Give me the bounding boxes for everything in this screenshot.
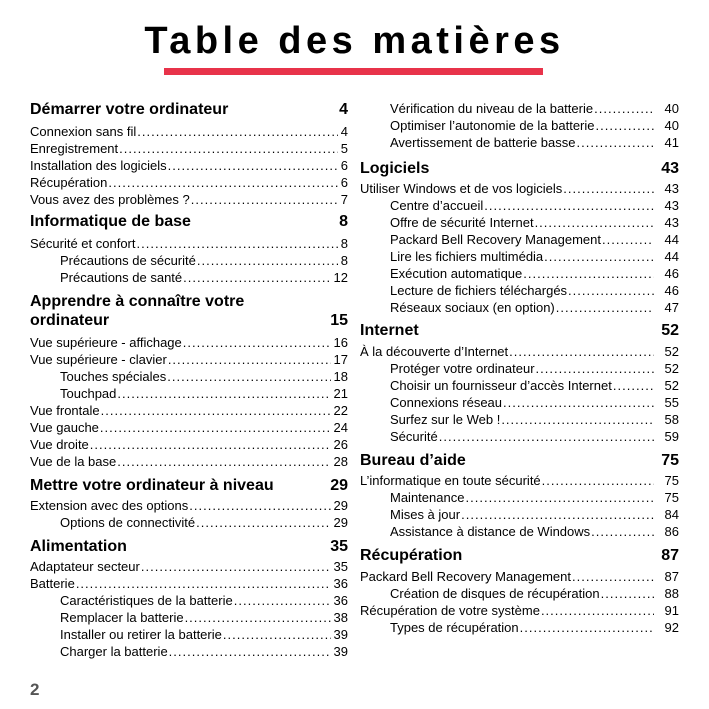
toc-entry-label: L’informatique en toute sécurité xyxy=(360,473,541,488)
toc-entry-label: Lire les fichiers multimédia xyxy=(390,249,544,264)
toc-entry[interactable] xyxy=(390,248,679,265)
toc-entry-page-number: 12 xyxy=(333,270,348,285)
toc-entry[interactable] xyxy=(390,506,679,523)
section-title: Alimentation xyxy=(30,538,127,555)
toc-entry-page-number: 75 xyxy=(664,473,679,488)
toc-entry[interactable] xyxy=(30,174,348,191)
section-heading-alimentation[interactable] xyxy=(30,537,348,556)
toc-entry-page-number: 59 xyxy=(664,429,679,444)
dot-leader xyxy=(542,473,654,489)
dot-leader xyxy=(535,215,654,231)
toc-entry-label: Vue de la base xyxy=(30,454,117,469)
dot-leader xyxy=(191,192,338,208)
dot-leader xyxy=(141,559,331,575)
section-page-number: 52 xyxy=(661,322,679,339)
toc-entry[interactable] xyxy=(30,402,348,419)
dot-leader xyxy=(169,644,331,660)
section-page-number: 75 xyxy=(661,452,679,469)
toc-entry-page-number: 5 xyxy=(340,141,348,156)
toc-entry-page-number: 18 xyxy=(333,369,348,384)
toc-entry-page-number: 8 xyxy=(340,236,348,251)
toc-entry-page-number: 38 xyxy=(333,610,348,625)
toc-entry-label: Packard Bell Recovery Management xyxy=(360,569,571,584)
toc-entry-label: Packard Bell Recovery Management xyxy=(390,232,601,247)
toc-entry[interactable] xyxy=(390,265,679,282)
toc-entry-label: Utiliser Windows et de vos logiciels xyxy=(360,181,563,196)
section-page-number: 15 xyxy=(330,312,348,329)
toc-entry-page-number: 22 xyxy=(333,403,348,418)
toc-entry-page-number: 92 xyxy=(664,620,679,635)
toc-entry[interactable] xyxy=(60,592,348,609)
toc-entry-label: Connexion sans fil xyxy=(30,124,137,139)
toc-entry-label: Vue supérieure - clavier xyxy=(30,352,167,367)
toc-entry-label: Lecture de fichiers téléchargés xyxy=(390,283,568,298)
toc-entry[interactable] xyxy=(30,436,348,453)
toc-entry-label: Options de connectivité xyxy=(60,515,196,530)
toc-entry-page-number: 26 xyxy=(333,437,348,452)
toc-entry[interactable] xyxy=(390,619,679,636)
toc-entry-page-number: 16 xyxy=(333,335,348,350)
toc-entry[interactable] xyxy=(30,191,348,208)
toc-entry[interactable] xyxy=(360,343,679,360)
toc-entry-page-number: 39 xyxy=(333,644,348,659)
toc-entry-page-number: 6 xyxy=(340,158,348,173)
toc-entry-label: Maintenance xyxy=(390,490,465,505)
dot-leader xyxy=(168,352,331,368)
toc-entry-page-number: 91 xyxy=(664,603,679,618)
dot-leader xyxy=(596,118,655,134)
toc-entry-page-number: 84 xyxy=(664,507,679,522)
toc-entry-page-number: 46 xyxy=(664,283,679,298)
toc-entry[interactable] xyxy=(360,180,679,197)
toc-entry-page-number: 88 xyxy=(664,586,679,601)
dot-leader xyxy=(572,569,654,585)
toc-entry-label: Adaptateur secteur xyxy=(30,559,140,574)
dot-leader xyxy=(117,386,330,402)
dot-leader xyxy=(183,335,331,351)
dot-leader xyxy=(137,236,338,252)
section-heading-mettre-votre-ordinateur-a-niveau[interactable] xyxy=(30,476,348,495)
toc-entry-page-number: 44 xyxy=(664,232,679,247)
toc-entry-page-number: 86 xyxy=(664,524,679,539)
toc-entry-label: Enregistrement xyxy=(30,141,119,156)
dot-leader xyxy=(185,610,331,626)
dot-leader xyxy=(197,253,338,269)
toc-entry-page-number: 40 xyxy=(664,101,679,116)
toc-entry[interactable] xyxy=(30,575,348,592)
section-page-number: 87 xyxy=(661,547,679,564)
toc-entry[interactable] xyxy=(60,368,348,385)
toc-entry-label: Récupération xyxy=(30,175,108,190)
toc-entry-label: Installer ou retirer la batterie xyxy=(60,627,222,642)
toc-entry-label: Installation des logiciels xyxy=(30,158,167,173)
toc-entry-page-number: 46 xyxy=(664,266,679,281)
toc-entry-label: Vue gauche xyxy=(30,420,99,435)
toc-entry-label: Protéger votre ordinateur xyxy=(390,361,535,376)
section-heading-internet[interactable] xyxy=(360,321,679,340)
toc-entry-label: Exécution automatique xyxy=(390,266,523,281)
section-page-number: 29 xyxy=(330,477,348,494)
toc-entry[interactable] xyxy=(390,134,679,151)
dot-leader xyxy=(439,429,654,445)
dot-leader xyxy=(119,141,338,157)
toc-entry-label: Charger la batterie xyxy=(60,644,168,659)
toc-entry-page-number: 36 xyxy=(333,593,348,608)
dot-leader xyxy=(520,620,654,636)
section-title: Récupération xyxy=(360,547,463,564)
toc-entry[interactable] xyxy=(390,214,679,231)
toc-entry[interactable] xyxy=(360,602,679,619)
dot-leader xyxy=(183,270,330,286)
toc-entry[interactable] xyxy=(390,428,679,445)
dot-leader xyxy=(501,412,654,428)
toc-entry-page-number: 87 xyxy=(664,569,679,584)
dot-leader xyxy=(100,420,331,436)
toc-entry[interactable] xyxy=(30,497,348,514)
dot-leader xyxy=(536,361,654,377)
dot-leader xyxy=(167,369,330,385)
dot-leader xyxy=(556,300,654,316)
section-title: Mettre votre ordinateur à niveau xyxy=(30,477,274,494)
toc-entry-label: Vue droite xyxy=(30,437,89,452)
dot-leader xyxy=(196,515,330,531)
toc-entry[interactable] xyxy=(30,157,348,174)
section-page-number: 8 xyxy=(339,213,348,230)
toc-entry-label: Mises à jour xyxy=(390,507,461,522)
section-page-number: 43 xyxy=(661,160,679,177)
dot-leader xyxy=(601,586,654,602)
toc-entry[interactable] xyxy=(360,568,679,585)
toc-entry-label: Précautions de sécurité xyxy=(60,253,196,268)
toc-entry-page-number: 44 xyxy=(664,249,679,264)
dot-leader xyxy=(117,454,330,470)
dot-leader xyxy=(108,175,337,191)
toc-entry-page-number: 29 xyxy=(333,498,348,513)
toc-entry-label: Surfez sur le Web ! xyxy=(390,412,501,427)
toc-entry[interactable] xyxy=(30,334,348,351)
dot-leader xyxy=(137,124,338,140)
toc-entry-page-number: 17 xyxy=(333,352,348,367)
toc-entry-page-number: 6 xyxy=(340,175,348,190)
dot-leader xyxy=(461,507,654,523)
toc-entry-page-number: 8 xyxy=(340,253,348,268)
section-heading-demarrer-votre-ordinateur[interactable] xyxy=(30,100,348,119)
toc-entry-label: Choisir un fournisseur d’accès Internet xyxy=(390,378,612,393)
section-title: Apprendre à connaître votre ordinateur xyxy=(30,293,245,329)
dot-leader xyxy=(594,101,654,117)
toc-entry-page-number: 41 xyxy=(664,135,679,150)
toc-entry-label: Optimiser l’autonomie de la batterie xyxy=(390,118,595,133)
toc-entry[interactable] xyxy=(390,394,679,411)
toc-entry-label: Connexions réseau xyxy=(390,395,503,410)
toc-entry-label: Sécurité et confort xyxy=(30,236,136,251)
page-number: 2 xyxy=(30,680,40,699)
toc-entry-page-number: 24 xyxy=(333,420,348,435)
toc-entry-page-number: 43 xyxy=(664,198,679,213)
dot-leader xyxy=(484,198,654,214)
toc-entry[interactable] xyxy=(60,385,348,402)
dot-leader xyxy=(523,266,654,282)
dot-leader xyxy=(563,181,654,197)
dot-leader xyxy=(101,403,331,419)
toc-entry-label: Vérification du niveau de la batterie xyxy=(390,101,594,116)
toc-entry-page-number: 39 xyxy=(333,627,348,642)
toc-entry-label: À la découverte d’Internet xyxy=(360,344,509,359)
toc-entry-label: Batterie xyxy=(30,576,75,591)
dot-leader xyxy=(544,249,654,265)
toc-entry[interactable] xyxy=(30,351,348,368)
dot-leader xyxy=(576,135,654,151)
toc-entry-label: Avertissement de batterie basse xyxy=(390,135,576,150)
toc-entry[interactable] xyxy=(390,360,679,377)
dot-leader xyxy=(541,603,654,619)
toc-entry-page-number: 36 xyxy=(333,576,348,591)
dot-leader xyxy=(509,344,654,360)
toc-entry-label: Touches spéciales xyxy=(60,369,167,384)
toc-entry[interactable] xyxy=(60,514,348,531)
toc-entry-label: Centre d’accueil xyxy=(390,198,484,213)
toc-entry-page-number: 21 xyxy=(333,386,348,401)
toc-entry-label: Précautions de santé xyxy=(60,270,183,285)
section-heading-apprendre-a-connaitre-votre-ordinateur[interactable] xyxy=(30,292,348,330)
toc-entry-label: Vue supérieure - affichage xyxy=(30,335,182,350)
toc-entry-label: Vous avez des problèmes ? xyxy=(30,192,190,207)
dot-leader xyxy=(189,498,330,514)
toc-entry-label: Sécurité xyxy=(390,429,438,444)
toc-entry-page-number: 43 xyxy=(664,215,679,230)
toc-entry[interactable] xyxy=(60,269,348,286)
toc-entry-page-number: 75 xyxy=(664,490,679,505)
toc-entry[interactable] xyxy=(390,231,679,248)
toc-entry-page-number: 4 xyxy=(340,124,348,139)
toc-entry-label: Caractéristiques de la batterie xyxy=(60,593,233,608)
toc-entry-page-number: 29 xyxy=(333,515,348,530)
toc-entry[interactable] xyxy=(390,377,679,394)
toc-entry[interactable] xyxy=(60,626,348,643)
toc-entry-page-number: 40 xyxy=(664,118,679,133)
toc-entry-label: Remplacer la batterie xyxy=(60,610,184,625)
section-page-number: 35 xyxy=(330,538,348,555)
section-heading-bureau-d-aide[interactable] xyxy=(360,451,679,470)
toc-entry[interactable] xyxy=(30,140,348,157)
toc-entry[interactable] xyxy=(60,252,348,269)
dot-leader xyxy=(613,378,654,394)
title-underline xyxy=(164,68,543,75)
section-title: Bureau d’aide xyxy=(360,452,466,469)
toc-entry-label: Types de récupération xyxy=(390,620,519,635)
toc-entry-page-number: 52 xyxy=(664,378,679,393)
dot-leader xyxy=(503,395,654,411)
dot-leader xyxy=(90,437,331,453)
section-title: Internet xyxy=(360,322,419,339)
dot-leader xyxy=(591,524,654,540)
toc-entry-label: Offre de sécurité Internet xyxy=(390,215,534,230)
toc-entry[interactable] xyxy=(30,419,348,436)
dot-leader xyxy=(234,593,331,609)
section-heading-informatique-de-base[interactable] xyxy=(30,212,348,231)
toc-entry-page-number: 47 xyxy=(664,300,679,315)
toc-entry[interactable] xyxy=(30,123,348,140)
toc-entry-page-number: 28 xyxy=(333,454,348,469)
toc-entry-label: Touchpad xyxy=(60,386,117,401)
toc-entry-page-number: 55 xyxy=(664,395,679,410)
toc-entry-page-number: 52 xyxy=(664,361,679,376)
toc-entry[interactable] xyxy=(390,411,679,428)
toc-entry[interactable] xyxy=(390,489,679,506)
toc-entry[interactable] xyxy=(390,299,679,316)
dot-leader xyxy=(568,283,654,299)
toc-entry[interactable] xyxy=(390,585,679,602)
section-title: Informatique de base xyxy=(30,213,191,230)
toc-entry-page-number: 7 xyxy=(340,192,348,207)
section-page-number: 4 xyxy=(339,101,348,118)
toc-entry[interactable] xyxy=(360,472,679,489)
toc-entry-page-number: 35 xyxy=(333,559,348,574)
toc-entry-label: Extension avec des options xyxy=(30,498,189,513)
toc-entry-label: Réseaux sociaux (en option) xyxy=(390,300,555,315)
dot-leader xyxy=(602,232,654,248)
toc-entry[interactable] xyxy=(30,558,348,575)
toc-entry-page-number: 52 xyxy=(664,344,679,359)
section-heading-logiciels[interactable] xyxy=(360,159,679,178)
toc-entry[interactable] xyxy=(390,523,679,540)
toc-entry-page-number: 58 xyxy=(664,412,679,427)
toc-entry[interactable] xyxy=(60,609,348,626)
section-title: Démarrer votre ordinateur xyxy=(30,101,229,118)
toc-entry[interactable] xyxy=(30,453,348,470)
section-heading-recuperation[interactable] xyxy=(360,546,679,565)
toc-entry-label: Vue frontale xyxy=(30,403,100,418)
toc-entry[interactable] xyxy=(30,235,348,252)
dot-leader xyxy=(168,158,338,174)
section-title: Logiciels xyxy=(360,160,430,177)
toc-entry-label: Récupération de votre système xyxy=(360,603,540,618)
toc-entry-label: Création de disques de récupération xyxy=(390,586,600,601)
toc-entry-label: Assistance à distance de Windows xyxy=(390,524,591,539)
toc-entry[interactable] xyxy=(390,197,679,214)
toc-entry[interactable] xyxy=(60,643,348,660)
toc-entry[interactable] xyxy=(390,117,679,134)
page-title: Table des matières xyxy=(144,20,565,62)
dot-leader xyxy=(465,490,654,506)
dot-leader xyxy=(223,627,331,643)
toc-entry[interactable] xyxy=(390,282,679,299)
toc-entry-page-number: 43 xyxy=(664,181,679,196)
toc-entry[interactable] xyxy=(390,100,679,117)
dot-leader xyxy=(76,576,331,592)
